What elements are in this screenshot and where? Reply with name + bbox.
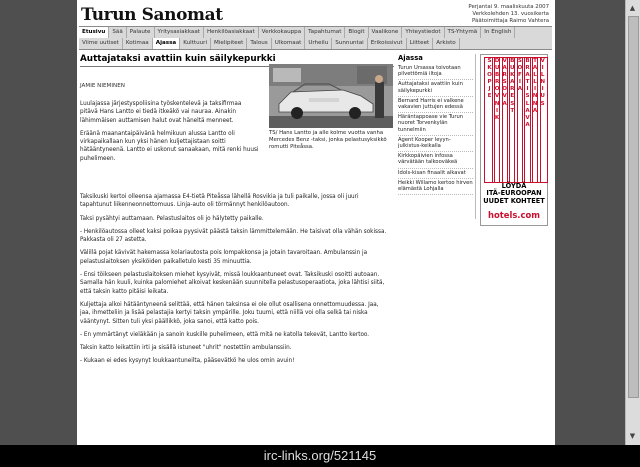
nav-erikoissivut[interactable]: Erikoissivut [368,38,407,49]
nav-yritysasiakkaat[interactable]: Yritysasiakkaat [155,27,204,38]
sidebar-link[interactable]: Auttajataksi avattiin kuin säilykepurkki [398,80,473,96]
secondary-nav [79,38,552,50]
nav-etusivu[interactable]: Etusivu [79,27,109,38]
article-paragraph: Taksi pysähtyi auttamaan. Pelastuslaitos oli jo hälytetty paikalle. [80,215,264,222]
hotels-advertisement[interactable] [480,54,548,226]
editor-line: Päätoimittaja Raimo Vahtera [472,18,549,24]
ad-city-column: T A L L I N N A [530,57,541,183]
nav-ulkomaat[interactable]: Ulkomaat [272,38,306,49]
ad-city-column: S K O P J E [484,57,495,183]
ad-city-column: D U B R O V N I K [492,57,503,183]
article-paragraph: Taksikuski kertoi olleensa ajamassa E4-tietä Piteåssa lähellä Rosvikia ja tuli paikalle, jossa oli juuri tapahtunut liikenneonnettomuus. Linja-auto oli törmännyt henkilöautoon. [80,194,359,209]
ad-slogan-line: ITÄ-EUROOPAN [486,189,542,198]
nav-urheilu[interactable]: Urheilu [305,38,332,49]
scroll-up-icon[interactable]: ▲ [629,4,636,12]
nav-tapahtumat[interactable]: Tapahtumat [305,27,345,38]
article-byline: JAMIE NIEMINEN [80,83,125,89]
article-headline: Auttajataksi avattiin kuin säilykepurkki [80,54,394,67]
nav-palaute[interactable]: Palaute [127,27,155,38]
nav-vaalikone[interactable]: Vaalikone [369,27,403,38]
nav-ts-yhtyma[interactable]: TS-Yhtymä [445,27,482,38]
photo-image-icon [269,64,393,128]
nav-in-english[interactable]: In English [481,27,515,38]
volume-line: Verkkolehden 13. vuosikerta [472,11,549,17]
related-sidebar [398,54,473,195]
article-body [80,193,390,371]
article-paragraph: - Ensi töikseen pelastuslaitoksen miehet kysyivät, missä loukkaantuneet ovat. Taksikuski osoitti autoaan. Samalla hän kuuli, kuinka palomiehet alkoivat keskenään suunnitella pelastusoperaatiota, joka lähtisi siitä, että taksin katto pitäisi leikata. [80,272,385,295]
scroll-down-icon[interactable]: ▼ [629,432,636,440]
nav-sunnuntai[interactable]: Sunnuntai [332,38,367,49]
ad-city-column: B R A T I S L A V A [522,57,533,183]
sidebar-link[interactable]: Kirkkopäivien infossa värvätään talkooväkeä [398,152,473,168]
nav-ajassa[interactable]: Ajassa [153,38,180,49]
ad-slogan-line: UUDET KOHTEET [483,196,545,205]
vertical-scrollbar[interactable] [625,0,640,445]
article-paragraph: Taksin katto leikattiin irti ja sisällä istuneet "uhrit" nostettiin ambulanssiin. [80,345,292,352]
nav-verkkokauppa[interactable]: Verkkokauppa [259,27,305,38]
newspaper-page [77,0,555,445]
ad-city-column: V A R S O V A [499,57,510,183]
ad-city-column: V I L N I U S [537,57,548,183]
site-logo[interactable]: Turun Sanomat [81,5,223,25]
sidebar-link[interactable]: Turun Ursassa toivotaan pilvettömiä iltoja [398,64,473,80]
photo-caption: TS/ Hans Lantto ja alle kolme vuotta vanha Mercedes Benz -taksi, jonka pelastusyksikkö romutti Piteåssa. [269,130,387,150]
nav-arkisto[interactable]: Arkisto [433,38,459,49]
sidebar-link[interactable]: Agent Kooper leyyn-julkistus-keikalla [398,136,473,152]
nav-kotimaa[interactable]: Kotimaa [123,38,153,49]
article-paragraph: - Kukaan ei edes kysynyt loukkaantuneilta, pääsevätkö he ulos omin avuin! [80,358,295,365]
sidebar-link[interactable]: Idols-kisan finaalit alkavat [398,169,473,179]
ad-brand-logo: hotels.com [488,210,540,220]
sidebar-link[interactable]: Bernard Harris ei valkene vakavien juttujen edessä [398,97,473,113]
article-paragraph: - Henkilöautossa olleet kaksi poikaa pyysivät päästä taksin lämmittelemään. He taisivat olla vähän sokissa. Pakkasta oli 27 astetta. [80,228,387,244]
nav-mielipiteet[interactable]: Mielipiteet [211,38,247,49]
nav-saa[interactable]: Sää [109,27,126,38]
nav-liitteet[interactable]: Liitteet [407,38,434,49]
nav-viime-uutiset[interactable]: Viime uutiset [79,38,123,49]
taxi-photo[interactable] [269,64,393,128]
article-paragraph: Välillä pojat kävivät hakemassa kolariautosta pois lompakkonsa ja jotain tavaroitaan. Ambulanssin ja pelastuslaitoksen yksiköiden paikalletulo kesti 35 minuuttia. [80,250,368,265]
nav-kulttuuri[interactable]: Kulttuuri [180,38,211,49]
article-photo-block [269,64,393,151]
nav-yhteystiedot[interactable]: Yhteystiedot [402,27,444,38]
ad-city-column: S O F I A [514,57,525,183]
date-line: Perjantai 9. maaliskuuta 2007 [468,4,549,10]
article-paragraph: Kuljettaja alkoi hätääntyneenä selittää, että hänen taksinsa ei ole ollut osallisena onnettomuudessa. Jaa, jaa, ihmetteliin ja lisää pelastajia kertyi taksin ympärille. Joku tuumi, että niillä voi olla selkä tai niska vääntynyt. Sitten tuli yksi päällikkö, joka sanoi, että katto pois. [80,301,379,325]
sidebar-link[interactable]: Heikki Willamo kertoo hirven elämästä Lohjalla [398,179,473,195]
nav-blogit[interactable]: Blogit [345,27,368,38]
article-paragraph: Eräänä maanantaipäivänä helmikuun alussa Lantto oli virkapaikallaan kun yksi hänen kuljettajistaan soitti hätääntyneenä. Lantto ei uskonut sanaakaan, mitä renki huusi puhelimeen. [80,130,259,162]
sidebar-title: Ajassa [398,54,423,62]
article-intro [80,100,260,168]
sidebar-link[interactable]: Häräntappoase vie Turun nuoret Torvenkylän tunnelmiin [398,113,473,136]
nav-talous[interactable]: Talous [247,38,271,49]
scrollbar-thumb[interactable] [628,16,639,398]
column-divider [475,54,476,219]
ad-city-column: B U K A R E S T [507,57,518,183]
ad-slogan-line: LÖYDÄ [501,182,527,190]
dateline [468,4,549,25]
article-lead: Luulajassa järjestyspoliisina työskentelevä ja taksifirmaa pitävä Hans Lantto ei tiedä itkeäkö vai nauraa. Ainakin lähimmäisen auttamisen halut ovat häneltä menneet. [80,101,242,124]
watermark: irc-links.org/521145 [0,445,640,467]
nav-henkiloasiakkaat[interactable]: Henkilöasiakkaat [204,27,259,38]
ad-slogan [481,183,547,205]
article-paragraph: - En ymmärtänyt vieläkään ja sanoin kuskille puhelimeen, että mitä ne katolla tekevät, Lantto kertoo. [80,331,370,338]
